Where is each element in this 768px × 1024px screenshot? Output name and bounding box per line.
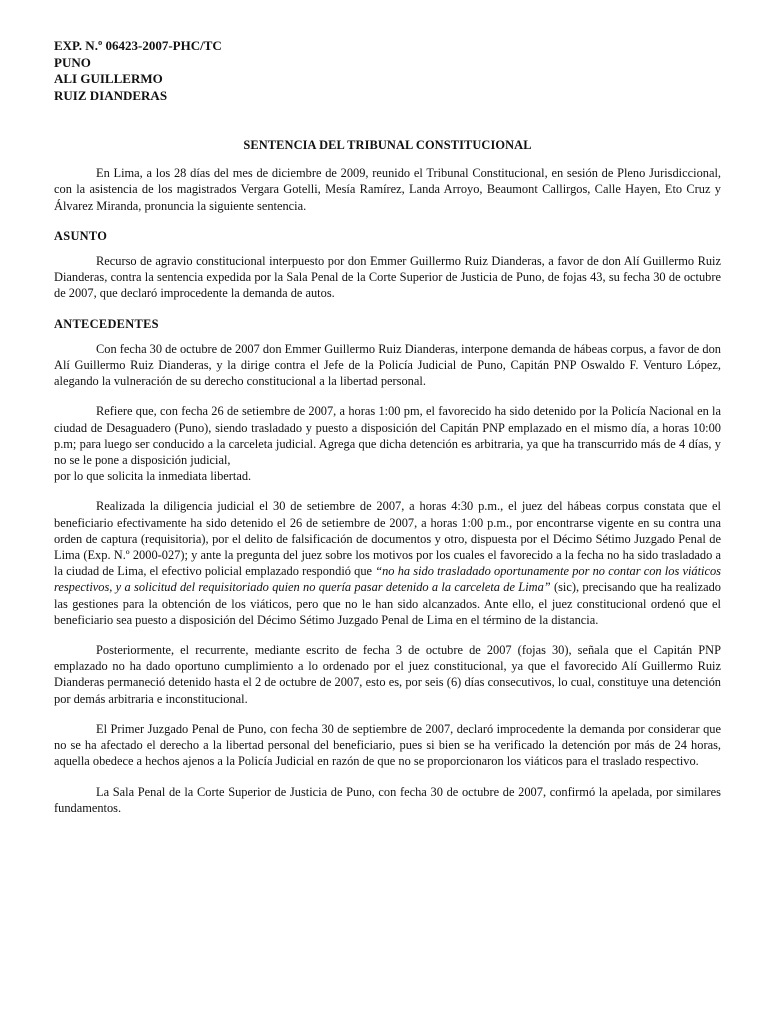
beneficiary-name-line-1: ALI GUILLERMO	[54, 71, 163, 86]
antecedentes-paragraph-3	[54, 498, 721, 628]
case-number: EXP. N.º 06423-2007-PHC/TC	[54, 38, 222, 53]
antecedentes-paragraph-5: El Primer Juzgado Penal de Puno, con fecha 30 de septiembre de 2007, declaró improcedente la demanda por considerar que no se ha afectado el derecho a la libertad personal del beneficiario, pues si bien se ha verificado la detención por más de 24 horas, aquella obedece a hechos ajenos a la Policía Judicial en razón de que no se proporcionaron los viáticos para el traslado respectivo.	[54, 721, 721, 769]
document-title: SENTENCIA DEL TRIBUNAL CONSTITUCIONAL	[243, 138, 532, 152]
case-location: PUNO	[54, 54, 91, 70]
section-heading-antecedentes: ANTECEDENTES	[54, 316, 159, 331]
beneficiary-name-line-2: RUIZ DIANDERAS	[54, 87, 168, 103]
antecedentes-paragraph-2-continuation: por lo que solicita la inmediata libertad.	[54, 469, 252, 484]
intro-paragraph: En Lima, a los 28 días del mes de diciembre de 2009, reunido el Tribunal Constitucional, en sesión de Pleno Jurisdiccional, con la asistencia de los magistrados Vergara Gotelli, Mesía Ramírez, Landa Arroyo, Beaumont Callirgos, Calle Hayen, Eto Cruz y Álvarez Miranda, pronuncia la siguiente sentencia.	[54, 166, 721, 213]
police-quote: “no ha sido trasladado oportunamente por no contar con los viáticos respectivos, y a solicitud del requisitoriado quien no quería pasar detenido a la carceleta de Lima”	[54, 564, 721, 595]
antecedentes-paragraph-6: La Sala Penal de la Corte Superior de Justicia de Puno, con fecha 30 de octubre de 2007, confirmó la apelada, por similares fundamentos.	[54, 784, 721, 815]
paragraph-3-text-before-quote: Realizada la diligencia judicial el 30 de setiembre de 2007, a horas 4:30 p.m., el juez del hábeas corpus constata que el beneficiario efectivamente ha sido detenido el 26 de setiembre de 2007, a horas 1:00 p.m., por encontrarse vigente en su contra una orden de captura (requisitoria), por el delito de falsificación de documentos y otro, dispuesta por el Décimo Sétimo Juzgado Penal de Lima (Exp. N.º 2000-027); y ante la pregunta del juez sobre los motivos por los cuales el favorecido a la fecha no ha sido trasladado a la ciudad de Lima, el efectivo policial emplazado respondió que	[54, 499, 721, 579]
asunto-paragraph: Recurso de agravio constitucional interpuesto por don Emmer Guillermo Ruiz Dianderas, a favor de don Alí Guillermo Ruiz Dianderas, contra la sentencia expedida por la Sala Penal de la Corte Superior de Justicia de Puno, de fojas 43, su fecha 30 de octubre de 2007, que declaró improcedente la demanda de autos.	[54, 254, 721, 301]
paragraph-3-text-after-quote: (sic), precisando que ha realizado las gestiones para la obtención de los viáticos, pero que no le han sido alcanzados. Ante ello, el juez constitucional ordenó que el beneficiario sea puesto a disposición del Décimo Sétimo Juzgado Penal de Lima en el término de la distancia.	[54, 580, 721, 627]
antecedentes-paragraph-2: Refiere que, con fecha 26 de setiembre de 2007, a horas 1:00 pm, el favorecido ha sido detenido por la Policía Nacional en la ciudad de Desaguadero (Puno), siendo trasladado y puesto a disposición del Capitán PNP emplazado en el mismo día, a horas 10:00 p.m; para luego ser conducido a la carceleta judicial. Agrega que dicha detención es arbitraria, ya que ha transcurrido más de 4 días, y no se le pone a disposición judicial,	[54, 404, 721, 468]
antecedentes-paragraph-1: Con fecha 30 de octubre de 2007 don Emmer Guillermo Ruiz Dianderas, interpone demanda de hábeas corpus, a favor de don Alí Guillermo Ruiz Dianderas, y la dirige contra el Jefe de la Policía Judicial de Puno, Capitán PNP Oswaldo F. Venturo López, alegando la vulneración de su derecho constitucional a la libertad personal.	[54, 341, 721, 389]
document-page	[54, 38, 721, 830]
antecedentes-paragraph-4: Posteriormente, el recurrente, mediante escrito de fecha 3 de octubre de 2007 (fojas 30), señala que el Capitán PNP emplazado no ha dado oportuno cumplimiento a lo ordenado por el juez constitucional, ya que el favorecido Alí Guillermo Ruiz Dianderas permaneció detenido hasta el 2 de octubre de 2007, esto es, por seis (6) días consecutivos, lo cual, constituye una detención por demás arbitraria e inconstitucional.	[54, 643, 721, 706]
section-heading-asunto: ASUNTO	[54, 228, 108, 243]
